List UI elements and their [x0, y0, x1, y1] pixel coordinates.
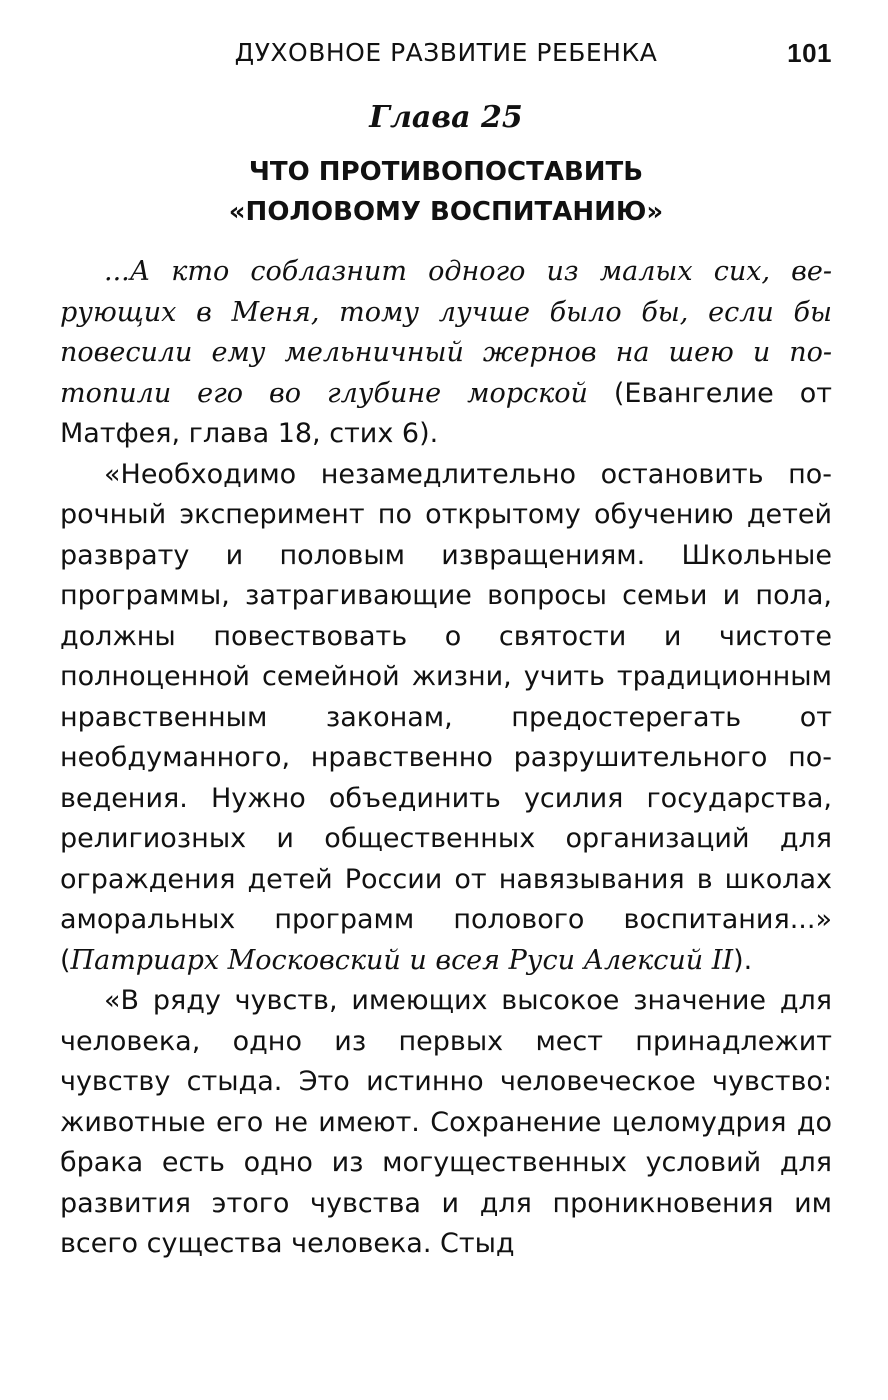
chapter-title [60, 152, 832, 232]
page-number: 101 [787, 38, 832, 68]
chapter-title-line2: «ПОЛОВОМУ ВОСПИТАНИЮ» [228, 197, 664, 227]
book-page [60, 28, 832, 1378]
shame-paragraph: «В ряду чувств, имеющих высокое значение для человека, одно из первых мест принадлежит чувству стыда. Это истинно человеческое чувство: животные его не имеют. Сохранение целомудрия до брака есть одно из могущественных условий для развития этого чувства и для проникновения им всего существа человека. Стыд [60, 985, 832, 1259]
chapter-label: Глава 25 [369, 100, 523, 135]
running-header [60, 28, 832, 78]
epigraph-paragraph [60, 252, 832, 455]
epigraph-quote: ...А кто соблазнит одного из малых сих, верующих в Меня, тому лучше было бы, если бы повесили ему мельничный жернов на шею и потопили его во глубине морской [60, 256, 832, 409]
epigraph-source: (Евангелие от Матфея, глава 18, стих 6). [60, 377, 832, 449]
body-text [60, 252, 832, 1265]
chapter-title-line1: ЧТО ПРОТИВОПОСТАВИТЬ [248, 157, 644, 187]
patriarch-quote-paragraph [60, 455, 832, 982]
running-title: ДУХОВНОЕ РАЗВИТИЕ РЕБЕНКА [234, 38, 658, 67]
patriarch-closing: ). [733, 944, 753, 976]
patriarch-attribution: Патриарх Московский и всея Руси Алексий II [70, 944, 734, 976]
patriarch-quote-text: «Необходимо незамедлительно остановить порочный эксперимент по открытому обучению детей разврату и половым извращениям. Школьные программы, затрагивающие вопросы семьи и пола, должны повествовать о святости и чистоте полноценной семейной жизни, учить традиционным нравственным законам, предостерегать от необдуманного, нравственно разрушительного поведения. Нужно объединить усилия государства, религиозных и общественных организаций для ограждения детей России от навязывания в школах аморальных программ полового воспитания...» ( [60, 458, 832, 976]
